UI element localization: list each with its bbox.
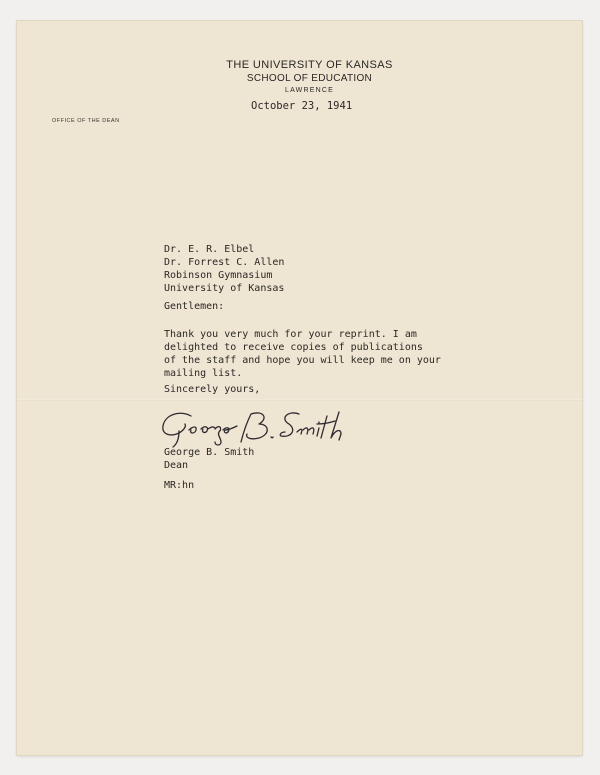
recipient-address: [164, 243, 284, 295]
handwritten-signature: [151, 404, 351, 448]
signer-title: Dean: [164, 460, 189, 471]
body-line: Thank you very much for your reprint. I am: [164, 329, 417, 340]
letterhead-university: THE UNIVERSITY OF KANSAS: [226, 59, 393, 71]
letterhead-school: SCHOOL OF EDUCATION: [246, 73, 373, 84]
salutation: Gentlemen:: [164, 301, 225, 312]
signer-block: [164, 446, 254, 472]
recipient-line: Dr. E. R. Elbel: [164, 244, 255, 255]
letterhead-city: LAWRENCE: [284, 87, 334, 94]
fold-crease: [17, 399, 582, 401]
body-line: of the staff and hope you will keep me on your: [164, 355, 441, 366]
letter-page: [17, 21, 582, 755]
closing: Sincerely yours,: [164, 384, 261, 395]
body-line: mailing list.: [164, 368, 243, 379]
signer-name: George B. Smith: [164, 447, 255, 458]
recipient-line: Robinson Gymnasium: [164, 270, 273, 281]
body-line: delighted to receive copies of publications: [164, 342, 423, 353]
reference-initials: MR:hn: [164, 480, 195, 491]
recipient-line: University of Kansas: [164, 283, 285, 294]
recipient-line: Dr. Forrest C. Allen: [164, 257, 285, 268]
office-label: OFFICE OF THE DEAN: [52, 118, 120, 124]
letter-date: October 23, 1941: [251, 100, 353, 112]
letter-body: [164, 328, 441, 380]
